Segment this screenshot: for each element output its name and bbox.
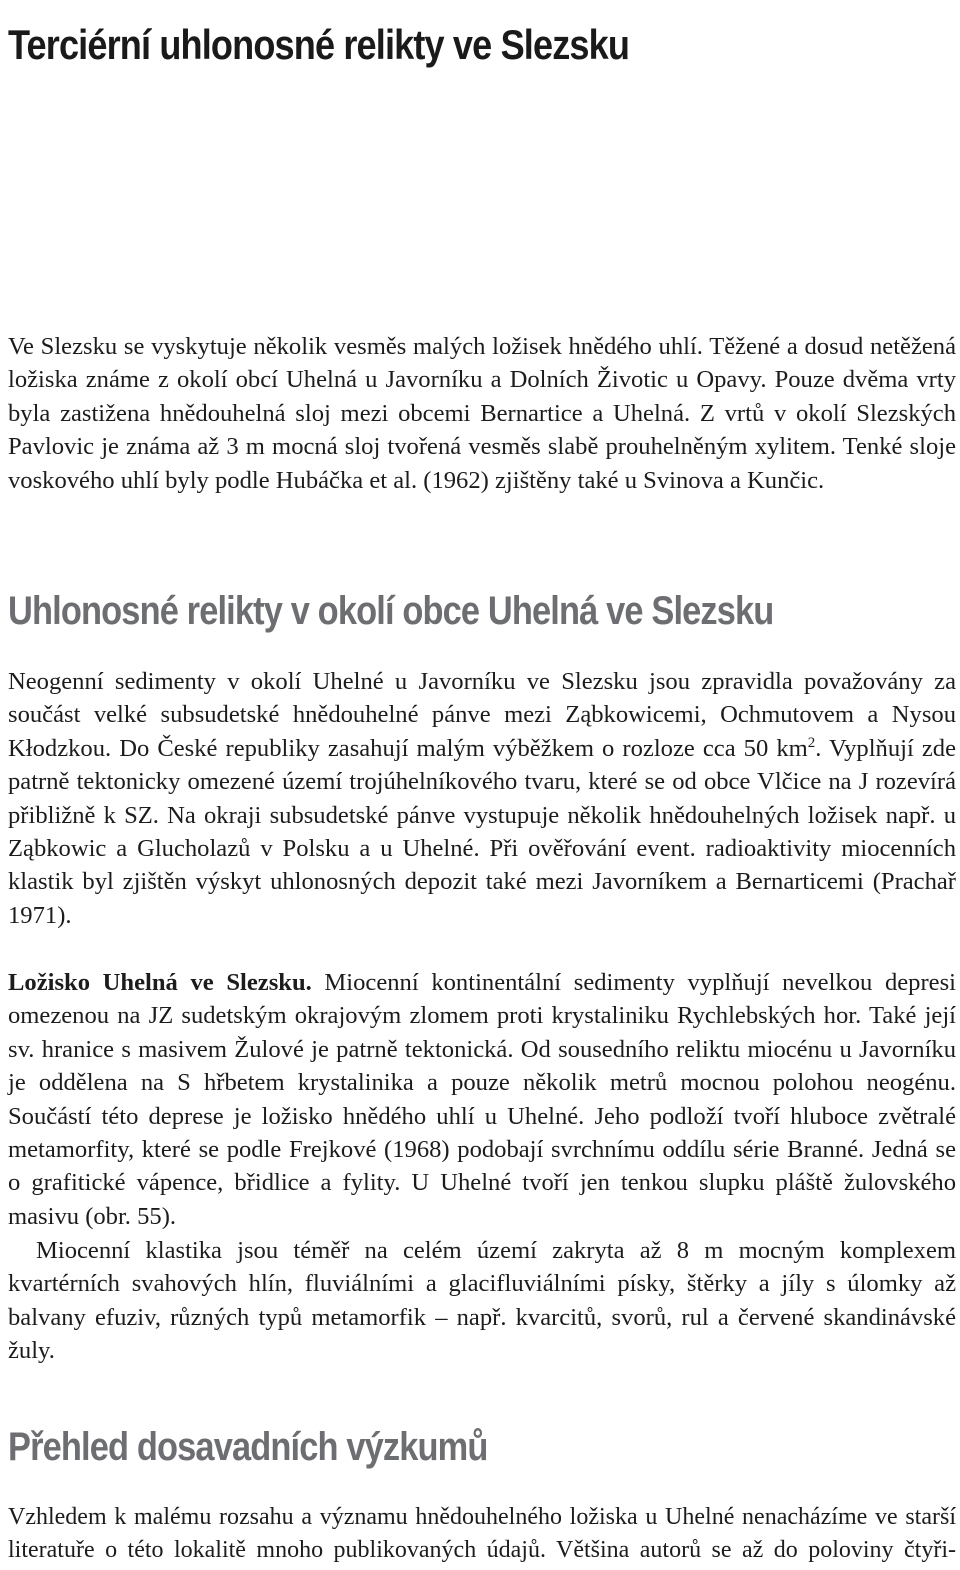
section2-line-1: Vzhledem k malému rozsahu a významu hnědouhelného ložiska u Uhelné nenacházíme ve starší bbox=[8, 1504, 956, 1530]
section-heading-research: Přehled dosavadních výzkumů bbox=[8, 1425, 488, 1469]
para1-text-b: . Vyplňují zde patrně tektonicky omezené území trojúhelníkového tvaru, které se od obce Vlčice na J rozevírá přibližně k SZ. Na okraji subsudetské pánve vystupuje několik hnědouhelných ložisek např. u Ząbkowic a Glucholazů v Polsku a u Uhelné. Při ověřování event. radioaktivity miocenních klastik byl zjištěn výskyt uhlonosných depozit také mezi Javorníkem a Bernarticemi (Prachař 1971). bbox=[8, 734, 956, 929]
intro-paragraph: Ve Slezsku se vyskytuje několik vesměs malých ložisek hnědého uhlí. Těžené a dosud netěžená ložiska známe z okolí obcí Uhelná u Javorníku a Dolních Životic u Opavy. Pouze dvěma vrty byla zastižena hnědouhelná sloj mezi obcemi Bernartice a Uhelná. Z vrtů v okolí Slezských Pavlovic je známa až 3 m mocná sloj tvořená vesměs slabě prouhelněným xylitem. Tenké sloje voskového uhlí byly podle Hubáčka et al. (1962) zjištěny také u Svinova a Kunčic. bbox=[8, 333, 956, 494]
section1-paragraph-1 bbox=[8, 665, 956, 932]
section1-paragraph-2 bbox=[8, 966, 956, 1233]
section2-paragraph bbox=[8, 1501, 956, 1568]
section-heading-uhelna: Uhlonosné relikty v okolí obce Uhelná ve Slezsku bbox=[8, 589, 774, 633]
superscript-2: 2 bbox=[807, 734, 816, 751]
deposit-name-bold: Ložisko Uhelná ve Slezsku. bbox=[8, 969, 312, 996]
page-title: Terciérní uhlonosné relikty ve Slezsku bbox=[8, 21, 630, 68]
section2-line-2: literatuře o této lokalitě mnoho publikovaných údajů. Většina autorů se až do poloviny čtyři- bbox=[8, 1537, 956, 1564]
para1-text-a: Neogenní sedimenty v okolí Uhelné u Javorníku ve Slezsku jsou zpravidla považovány za součást velké subsudetské hnědouhelné pánve mezi Ząbkowicemi, Ochmutovem a Nysou Kłodzkou. Do České republiky zasahují malým výběžkem o rozloze cca 50 km bbox=[8, 668, 956, 762]
para2-text: Miocenní kontinentální sedimenty vyplňují nevelkou depresi omezenou na JZ sudetským okrajovým zlomem proti krystaliniku Rychlebských hor. Také její sv. hranice s masivem Žulové je patrně tektonická. Od sousedního reliktu miocénu u Javorníku je oddělena na S hřbetem krystalinika a pouze několik metrů mocnou polohou neogénu. Součástí této deprese je ložisko hnědého uhlí u Uhelné. Jeho podloží tvoří hluboce zvětralé metamorfity, které se podle Frejkové (1968) podobají svrchnímu oddílu série Branné. Jedná se o grafitické vápence, břidlice a fylity. U Uhelné tvoří jen tenkou slupku pláště žulovského masivu (obr. 55). bbox=[8, 969, 956, 1230]
section1-paragraph-3: Miocenní klastika jsou téměř na celém území zakryta až 8 m mocným komplexem kvartérních svahových hlín, fluviálními a glacifluviálními písky, štěrky a jíly s úlomky až balvany efuziv, různých typů metamorfik – např. kvarcitů, svorů, rul a červené skandinávské žuly. bbox=[8, 1237, 956, 1365]
